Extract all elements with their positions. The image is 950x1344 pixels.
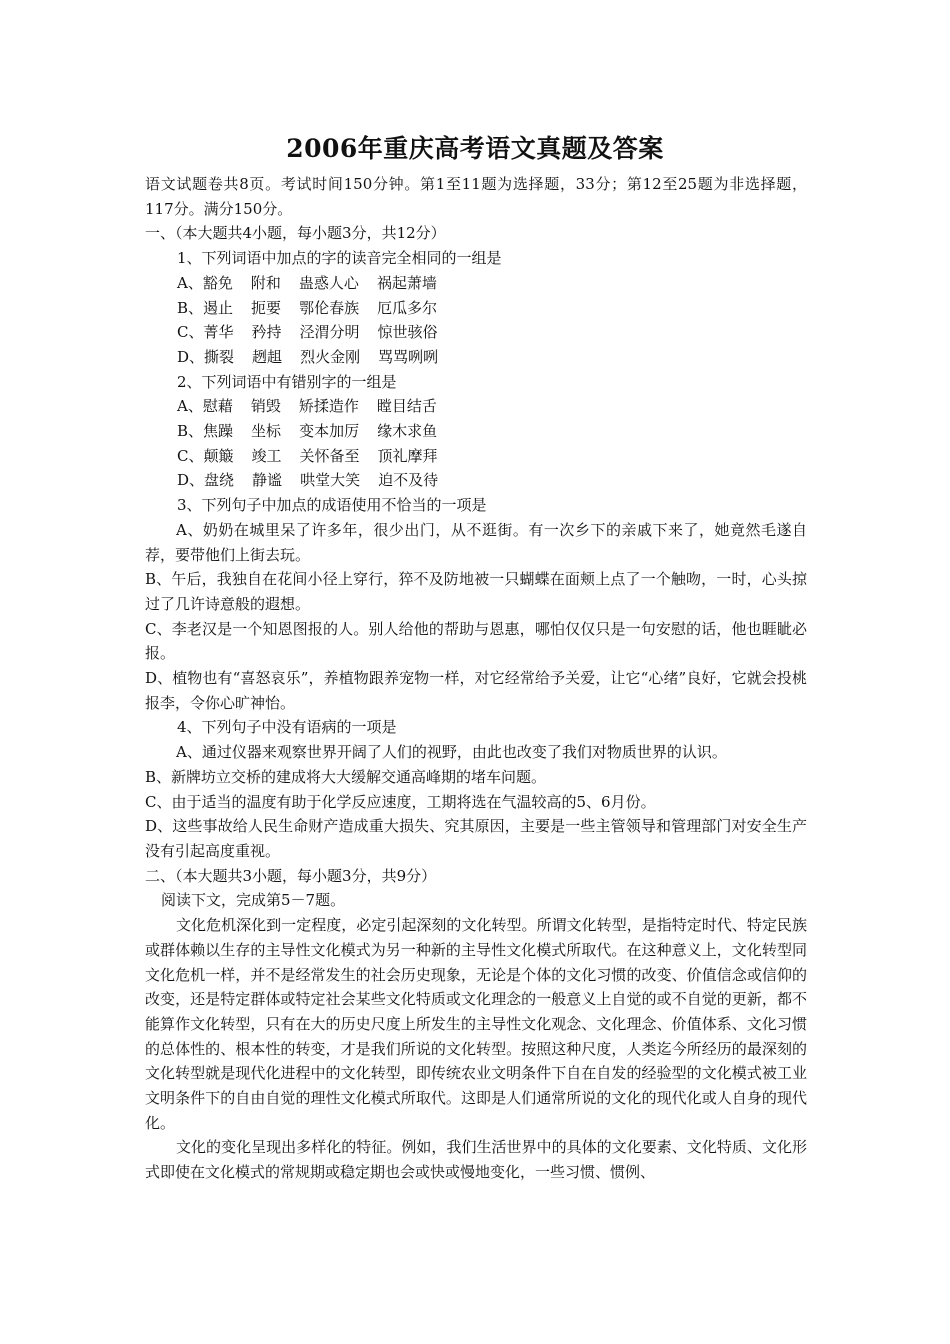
question-4-option-a: A、通过仪器来观察世界开阔了人们的视野，由此也改变了我们对物质世界的认识。: [176, 743, 727, 762]
question-2-option-d: D、盘绕 静谧 哄堂大笑 迫不及待: [177, 471, 439, 490]
question-3-option-b: B、午后，我独自在花间小径上穿行，猝不及防地被一只蝴蝶在面颊上点了一个触吻，一时，心头掠过了几许诗意般的遐想。: [145, 570, 807, 613]
question-4-stem: 4、下列句子中没有语病的一项是: [177, 718, 397, 737]
question-3-stem: 3、下列句子中加点的成语使用不恰当的一项是: [177, 496, 487, 515]
question-2-option-c: C、颠簸 竣工 关怀备至 顶礼摩拜: [177, 446, 438, 465]
question-1-option-b: B、遏止 扼要 鄂伦春族 厄瓜多尔: [177, 298, 438, 317]
question-3-option-d: D、植物也有“喜怒哀乐”，养植物跟养宠物一样，对它经常给予关爱，让它“心绪”良好，它就会投桃报李，令你心旷神怡。: [145, 669, 807, 712]
question-4-option-b: B、新牌坊立交桥的建成将大大缓解交通高峰期的堵车问题。: [145, 767, 547, 786]
question-4-option-d: D、这些事故给人民生命财产造成重大损失、究其原因，主要是一些主管领导和管理部门对安全生产没有引起高度重视。: [145, 817, 807, 860]
section-1-heading: 一、（本大题共4小题，每小题3分，共12分）: [145, 224, 446, 243]
section-2-heading: 二、（本大题共3小题，每小题3分，共9分）: [145, 866, 437, 885]
intro-paragraph: 语文试题卷共8页。考试时间150分钟。第1至11题为选择题，33分；第12至25题为非选择题，117分。满分150分。: [145, 175, 807, 218]
question-1-stem: 1、下列词语中加点的字的读音完全相同的一组是: [177, 249, 502, 268]
reading-instruction: 阅读下文，完成第5－7题。: [161, 891, 346, 910]
question-2-option-a: A、慰藉 销毁 矫揉造作 瞠目结舌: [177, 397, 437, 416]
question-2-option-b: B、焦躁 坐标 变本加厉 缘木求鱼: [177, 422, 438, 441]
passage-paragraph-2: 文化的变化呈现出多样化的特征。例如，我们生活世界中的具体的文化要素、文化特质、文化形式即使在文化模式的常规期或稳定期也会或快或慢地变化，一些习惯、惯例、: [145, 1138, 807, 1182]
question-1-option-d: D、撕裂 趔趄 烈火金刚 骂骂咧咧: [177, 347, 439, 366]
document-body: [145, 172, 807, 1185]
question-3-option-c: C、李老汉是一个知恩图报的人。别人给他的帮助与恩惠，哪怕仅仅只是一句安慰的话，他也睚眦必报。: [145, 619, 807, 663]
question-1-option-a: A、豁免 附和 蛊惑人心 祸起萧墙: [177, 273, 437, 292]
question-3-option-a: A、奶奶在城里呆了许多年，很少出门，从不逛街。有一次乡下的亲戚下来了，她竟然毛遂自荐，要带他们上街去玩。: [145, 520, 807, 564]
question-4-option-c: C、由于适当的温度有助于化学反应速度，工期将选在气温较高的5、6月份。: [145, 792, 656, 811]
document-title: 2006年重庆高考语文真题及答案: [286, 134, 664, 163]
question-2-stem: 2、下列词语中有错别字的一组是: [177, 372, 397, 391]
passage-paragraph-1: 文化危机深化到一定程度，必定引起深刻的文化转型。所谓文化转型，是指特定时代、特定民族或群体赖以生存的主导性文化模式为另一种新的主导性文化模式所取代。在这种意义上，文化转型同文化危机一样，并不是经常发生的社会历史现象，无论是个体的文化习惯的改变、价值信念或信仰的改变，还是特定群体或特定社会某些文化特质或文化理念的一般意义上自觉的或不自觉的更新，都不能算作文化转型，只有在大的历史尺度上所发生的主导性文化观念、文化理念、价值体系、文化习惯的总体性的、根本性的转变，才是我们所说的文化转型。按照这种尺度，人类迄今所经历的最深刻的文化转型就是现代化进程中的文化转型，即传统农业文明条件下自在自发的经验型的文化模式被工业文明条件下的自由自觉的理性文化模式所取代。这即是人们通常所说的文化的现代化或人自身的现代化。: [145, 916, 807, 1132]
question-1-option-c: C、菁华 矜持 泾渭分明 惊世骇俗: [177, 323, 438, 342]
